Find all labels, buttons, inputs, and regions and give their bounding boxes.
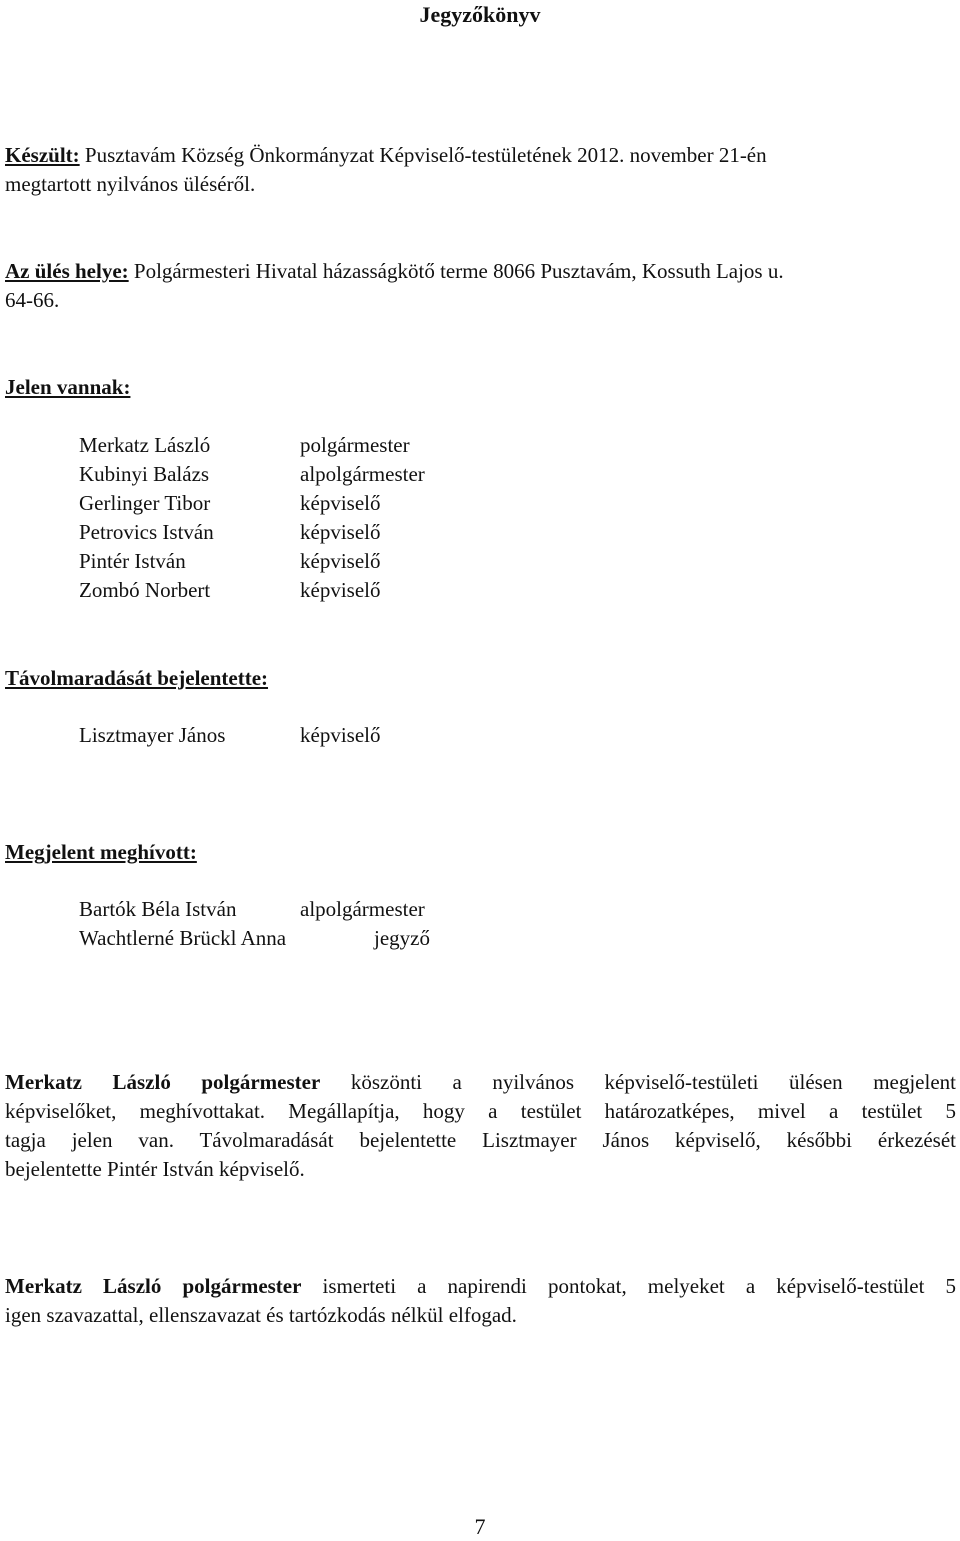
jelen-member-role: alpolgármester [300,462,425,486]
tavol-member-name: Lisztmayer János [79,723,226,747]
jelen-member-role: képviselő [300,578,381,602]
tavol-heading: Távolmaradását bejelentette: [5,666,269,690]
p2-lead: Merkatz László polgármester [5,1274,302,1298]
keszult-line-2: megtartott nyilvános üléséről. [5,172,256,196]
jelen-member-name: Kubinyi Balázs [79,462,210,486]
page-number: 7 [474,1514,486,1539]
jelen-member-role: polgármester [300,433,410,457]
jelen-member-name: Petrovics István [79,520,214,544]
jelen-member-name: Merkatz László [79,433,211,457]
keszult-text-1: Pusztavám Község Önkormányzat Képviselő-testületének 2012. november 21-én [84,143,767,167]
meghivott-member-name: Bartók Béla István [79,897,237,921]
hely-line-1 [5,257,956,286]
tavol-member-role: képviselő [300,723,381,747]
jelen-heading: Jelen vannak: [5,375,131,399]
p2-line-2: igen szavazattal, ellenszavazat és tartózkodás nélkül elfogad. [5,1303,517,1327]
p1-line-4: bejelentette Pintér István képviselő. [5,1157,305,1181]
jelen-member-role: képviselő [300,491,381,515]
p1-line-2: képviselőket, meghívottakat. Megállapítja, hogy a testület határozatképes, mivel a testület 5 [5,1099,956,1123]
meghivott-member-name: Wachtlerné Brückl Anna [79,926,287,950]
keszult-label: Készült: [5,143,80,167]
p1-line-3: tagja jelen van. Távolmaradását bejelentette Lisztmayer János képviselő, későbbi érkezését [5,1128,956,1152]
meghivott-member-role: alpolgármester [300,897,425,921]
jelen-member-role: képviselő [300,520,381,544]
p2-text-1: ismerteti a napirendi pontokat, melyeket a képviselő-testület 5 [301,1274,956,1298]
meghivott-member-role: jegyző [374,926,430,950]
jelen-member-name: Zombó Norbert [79,578,211,602]
hely-label: Az ülés helye: [5,259,129,283]
p1-lead: Merkatz László polgármester [5,1070,321,1094]
hely-text-1: Polgármesteri Hivatal házasságkötő terme 8066 Pusztavám, Kossuth Lajos u. [133,259,784,283]
hely-line-2: 64-66. [5,288,60,312]
p1-text-1: köszönti a nyilvános képviselő-testületi ülésen megjelent [320,1070,956,1094]
p2-line-1 [5,1272,956,1301]
keszult-line-1 [5,141,956,170]
jelen-member-name: Gerlinger Tibor [79,491,211,515]
jelen-member-name: Pintér István [79,549,186,573]
p1-line-1 [5,1068,956,1097]
meghivott-heading: Megjelent meghívott: [5,840,197,864]
jelen-member-role: képviselő [300,549,381,573]
document-title: Jegyzőkönyv [419,2,541,27]
